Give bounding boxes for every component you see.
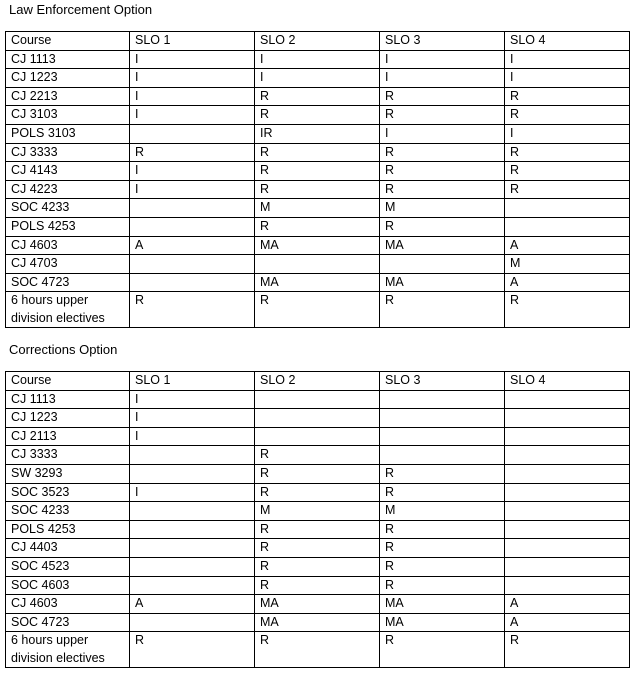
course-cell: CJ 4603 <box>6 595 130 614</box>
slo-1-cell <box>130 273 255 292</box>
slo-3-cell: MA <box>380 613 505 632</box>
slo-4-cell: A <box>505 273 630 292</box>
course-cell: CJ 4403 <box>6 539 130 558</box>
slo-1-cell <box>130 557 255 576</box>
table-row <box>6 87 630 106</box>
slo-2-cell: R <box>255 106 380 125</box>
law-enforcement-table <box>5 31 630 328</box>
slo-4-cell: A <box>505 595 630 614</box>
slo-3-cell: R <box>380 520 505 539</box>
slo-3-cell: I <box>380 124 505 143</box>
slo-2-cell: R <box>255 557 380 576</box>
course-cell: POLS 4253 <box>6 520 130 539</box>
slo-2-cell: R <box>255 217 380 236</box>
slo-4-cell <box>505 217 630 236</box>
slo-4-cell: R <box>505 162 630 181</box>
slo-3-cell: R <box>380 576 505 595</box>
table-row <box>6 292 630 328</box>
slo-3-cell: I <box>380 69 505 88</box>
slo-4-cell: R <box>505 632 630 668</box>
slo-4-cell: I <box>505 124 630 143</box>
slo-3-cell: R <box>380 143 505 162</box>
course-cell: CJ 1223 <box>6 69 130 88</box>
slo-2-cell: R <box>255 464 380 483</box>
slo-4-cell: I <box>505 50 630 69</box>
slo-3-cell: M <box>380 199 505 218</box>
slo-3-cell: R <box>380 539 505 558</box>
slo-3-cell: R <box>380 106 505 125</box>
header-slo-4: SLO 4 <box>505 32 630 51</box>
slo-1-cell: I <box>130 427 255 446</box>
slo-4-cell: R <box>505 143 630 162</box>
slo-3-cell <box>380 446 505 465</box>
slo-1-cell: A <box>130 236 255 255</box>
table-row <box>6 162 630 181</box>
table-row <box>6 409 630 428</box>
slo-3-cell: R <box>380 162 505 181</box>
table-row <box>6 199 630 218</box>
course-cell: SOC 4233 <box>6 199 130 218</box>
slo-1-cell: R <box>130 143 255 162</box>
table-row <box>6 106 630 125</box>
slo-2-cell: I <box>255 50 380 69</box>
slo-3-cell <box>380 255 505 274</box>
slo-3-cell: I <box>380 50 505 69</box>
slo-2-cell: R <box>255 483 380 502</box>
course-cell: SOC 4723 <box>6 613 130 632</box>
slo-1-cell <box>130 124 255 143</box>
slo-3-cell: M <box>380 502 505 521</box>
slo-1-cell <box>130 613 255 632</box>
course-cell: POLS 4253 <box>6 217 130 236</box>
slo-2-cell <box>255 255 380 274</box>
corrections-table <box>5 371 630 668</box>
table-row <box>6 557 630 576</box>
slo-1-cell <box>130 255 255 274</box>
course-cell: CJ 4143 <box>6 162 130 181</box>
table-row <box>6 613 630 632</box>
slo-3-cell: R <box>380 557 505 576</box>
course-cell: CJ 3333 <box>6 446 130 465</box>
slo-4-cell: R <box>505 87 630 106</box>
slo-2-cell <box>255 427 380 446</box>
course-cell: CJ 4603 <box>6 236 130 255</box>
table-row <box>6 595 630 614</box>
table-row <box>6 520 630 539</box>
slo-4-cell <box>505 199 630 218</box>
table-row <box>6 236 630 255</box>
table-row <box>6 632 630 668</box>
slo-4-cell <box>505 390 630 409</box>
slo-1-cell: I <box>130 87 255 106</box>
slo-3-cell: MA <box>380 595 505 614</box>
table-row <box>6 255 630 274</box>
course-cell: SOC 4523 <box>6 557 130 576</box>
slo-1-cell: R <box>130 292 255 328</box>
slo-3-cell: R <box>380 217 505 236</box>
slo-4-cell: M <box>505 255 630 274</box>
slo-2-cell: R <box>255 446 380 465</box>
table-row <box>6 124 630 143</box>
table-row <box>6 464 630 483</box>
slo-1-cell <box>130 217 255 236</box>
slo-1-cell: I <box>130 162 255 181</box>
slo-3-cell: R <box>380 464 505 483</box>
table-row <box>6 217 630 236</box>
slo-2-cell: MA <box>255 613 380 632</box>
course-cell: CJ 1223 <box>6 409 130 428</box>
slo-4-cell <box>505 557 630 576</box>
course-cell: 6 hours upper division electives <box>6 632 130 668</box>
slo-2-cell: R <box>255 143 380 162</box>
course-cell: CJ 1113 <box>6 390 130 409</box>
slo-3-cell <box>380 390 505 409</box>
table-row <box>6 502 630 521</box>
slo-3-cell: MA <box>380 236 505 255</box>
slo-2-cell: R <box>255 162 380 181</box>
slo-3-cell: R <box>380 292 505 328</box>
slo-1-cell: I <box>130 390 255 409</box>
table-row <box>6 69 630 88</box>
slo-2-cell: R <box>255 87 380 106</box>
slo-1-cell <box>130 502 255 521</box>
header-slo-3: SLO 3 <box>380 372 505 391</box>
slo-2-cell: I <box>255 69 380 88</box>
table-row <box>6 143 630 162</box>
slo-2-cell: MA <box>255 595 380 614</box>
slo-2-cell: R <box>255 576 380 595</box>
slo-1-cell <box>130 446 255 465</box>
slo-4-cell <box>505 446 630 465</box>
slo-4-cell <box>505 427 630 446</box>
slo-1-cell: I <box>130 409 255 428</box>
slo-4-cell: I <box>505 69 630 88</box>
corrections-title: Corrections Option <box>9 342 118 357</box>
course-cell: CJ 2113 <box>6 427 130 446</box>
slo-2-cell <box>255 390 380 409</box>
course-cell: CJ 1113 <box>6 50 130 69</box>
slo-2-cell: MA <box>255 236 380 255</box>
slo-4-cell <box>505 502 630 521</box>
slo-4-cell <box>505 483 630 502</box>
table-header-row <box>6 32 630 51</box>
slo-1-cell <box>130 464 255 483</box>
header-slo-4: SLO 4 <box>505 372 630 391</box>
slo-4-cell <box>505 464 630 483</box>
header-course: Course <box>6 372 130 391</box>
course-cell: SOC 4233 <box>6 502 130 521</box>
slo-1-cell: I <box>130 106 255 125</box>
slo-1-cell: I <box>130 483 255 502</box>
table-row <box>6 50 630 69</box>
course-cell: SW 3293 <box>6 464 130 483</box>
slo-2-cell: R <box>255 539 380 558</box>
course-cell: CJ 2213 <box>6 87 130 106</box>
table-row <box>6 273 630 292</box>
slo-1-cell <box>130 576 255 595</box>
slo-4-cell: R <box>505 180 630 199</box>
slo-3-cell: R <box>380 180 505 199</box>
header-slo-1: SLO 1 <box>130 32 255 51</box>
course-cell: SOC 4723 <box>6 273 130 292</box>
slo-2-cell: R <box>255 180 380 199</box>
course-cell: POLS 3103 <box>6 124 130 143</box>
slo-2-cell: IR <box>255 124 380 143</box>
course-cell: SOC 3523 <box>6 483 130 502</box>
slo-4-cell: A <box>505 236 630 255</box>
slo-4-cell <box>505 409 630 428</box>
course-cell: CJ 3103 <box>6 106 130 125</box>
slo-2-cell: R <box>255 632 380 668</box>
slo-1-cell <box>130 199 255 218</box>
slo-4-cell <box>505 520 630 539</box>
header-slo-1: SLO 1 <box>130 372 255 391</box>
slo-1-cell: I <box>130 69 255 88</box>
course-cell: 6 hours upper division electives <box>6 292 130 328</box>
slo-1-cell: I <box>130 180 255 199</box>
table-row <box>6 483 630 502</box>
table-row <box>6 576 630 595</box>
header-slo-2: SLO 2 <box>255 372 380 391</box>
slo-3-cell: MA <box>380 273 505 292</box>
course-cell: CJ 4223 <box>6 180 130 199</box>
slo-2-cell: M <box>255 199 380 218</box>
slo-4-cell: R <box>505 292 630 328</box>
law-enforcement-title: Law Enforcement Option <box>9 2 153 17</box>
slo-4-cell <box>505 576 630 595</box>
slo-3-cell <box>380 427 505 446</box>
slo-3-cell <box>380 409 505 428</box>
slo-2-cell <box>255 409 380 428</box>
course-cell: SOC 4603 <box>6 576 130 595</box>
header-slo-3: SLO 3 <box>380 32 505 51</box>
slo-2-cell: M <box>255 502 380 521</box>
header-course: Course <box>6 32 130 51</box>
slo-2-cell: R <box>255 292 380 328</box>
course-cell: CJ 3333 <box>6 143 130 162</box>
slo-1-cell: R <box>130 632 255 668</box>
table-row <box>6 427 630 446</box>
slo-3-cell: R <box>380 483 505 502</box>
slo-4-cell: R <box>505 106 630 125</box>
slo-2-cell: R <box>255 520 380 539</box>
slo-4-cell <box>505 539 630 558</box>
slo-3-cell: R <box>380 87 505 106</box>
slo-1-cell <box>130 539 255 558</box>
table-row <box>6 390 630 409</box>
course-cell: CJ 4703 <box>6 255 130 274</box>
slo-1-cell <box>130 520 255 539</box>
table-row <box>6 446 630 465</box>
slo-3-cell: R <box>380 632 505 668</box>
table-row <box>6 539 630 558</box>
slo-4-cell: A <box>505 613 630 632</box>
slo-1-cell: A <box>130 595 255 614</box>
header-slo-2: SLO 2 <box>255 32 380 51</box>
slo-2-cell: MA <box>255 273 380 292</box>
slo-1-cell: I <box>130 50 255 69</box>
table-header-row <box>6 372 630 391</box>
table-row <box>6 180 630 199</box>
